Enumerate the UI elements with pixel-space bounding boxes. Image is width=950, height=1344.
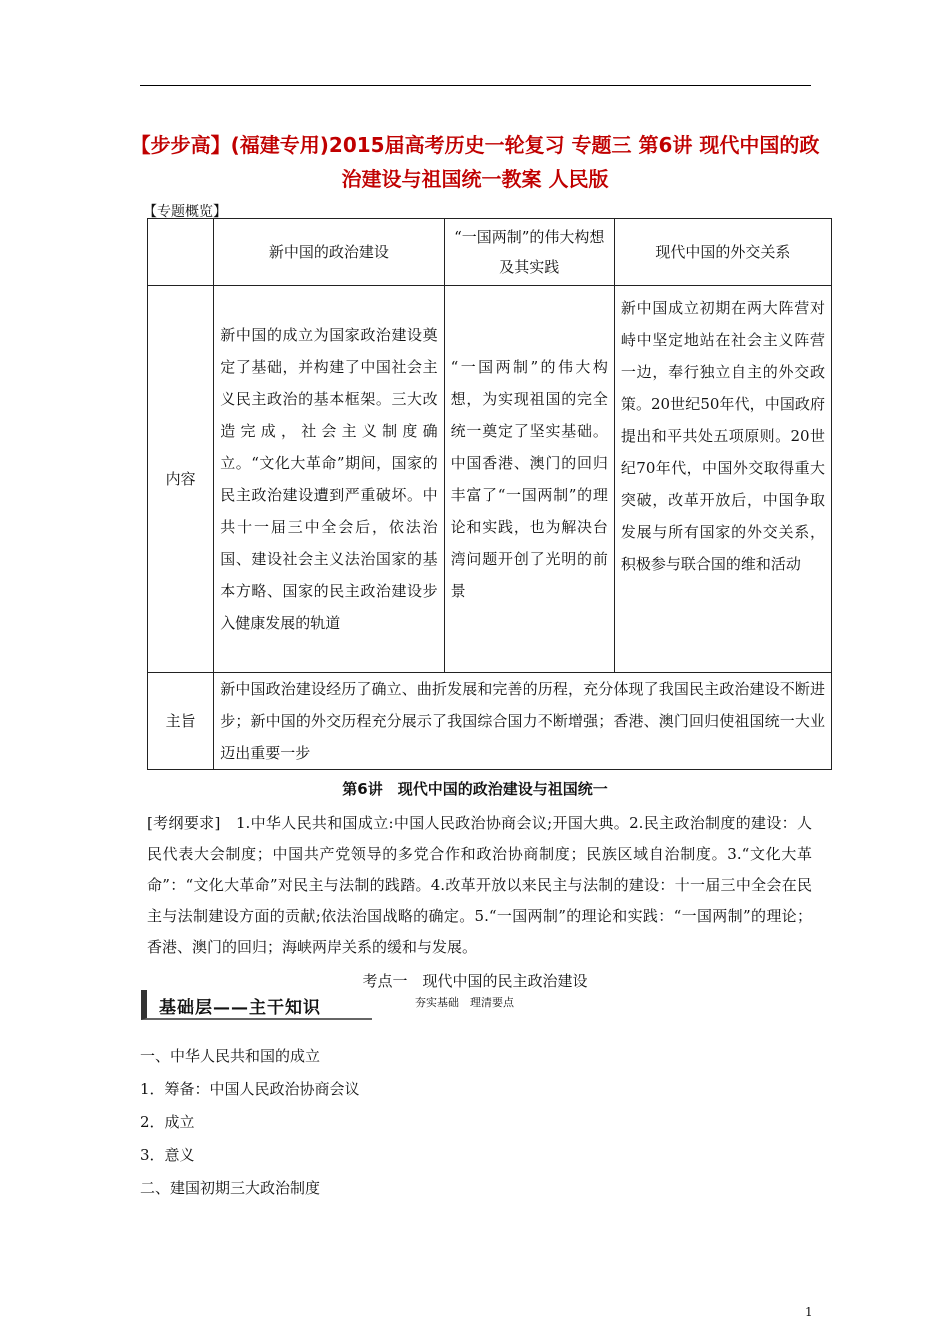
section-banner-title: 基础层——主干知识 xyxy=(159,998,321,1018)
overview-table xyxy=(147,218,832,770)
exam-point-title: 考点一 现代中国的民主政治建设 xyxy=(362,972,588,990)
document-title: 【步步高】(福建专用)2015届高考历史一轮复习 专题三 第6讲 现代中国的政治建设与祖国统一教案 人民版 xyxy=(130,133,820,191)
page-number: 1 xyxy=(805,1305,813,1319)
outline-item: 一、中华人民共和国的成立 xyxy=(140,1047,321,1065)
header-cell-politics: 新中国的政治建设 xyxy=(214,219,444,286)
theme-cell: 新中国政治建设经历了确立、曲折发展和完善的历程，充分体现了我国民主政治建设不断进步；新中国的外交历程充分展示了我国综合国力不断增强；香港、澳门回归使祖国统一大业迈出重要一步 xyxy=(214,673,832,770)
section-banner xyxy=(141,990,372,1020)
outline-item: 二、建国初期三大政治制度 xyxy=(140,1179,321,1197)
header-cell-diplomacy: 现代中国的外交关系 xyxy=(614,219,831,286)
header-rule xyxy=(140,85,811,86)
row-label-theme: 主旨 xyxy=(148,673,214,770)
section-banner-subtitle: 夯实基础 理清要点 xyxy=(415,996,514,1009)
outline-item: 3．意义 xyxy=(140,1146,195,1164)
content-cell-politics: 新中国的成立为国家政治建设奠定了基础，并构建了中国社会主义民主政治的基本框架。三大改造完成，社会主义制度确立。“文化大革命”期间，国家的民主政治建设遭到严重破坏。中共十一届三中全会后，依法治国、建设社会主义法治国家的基本方略、国家的民主政治建设步入健康发展的轨道 xyxy=(214,286,444,673)
overview-label: 【专题概览】 xyxy=(143,204,227,220)
syllabus-requirements: [考纲要求] 1.中华人民共和国成立:中国人民政治协商会议;开国大典。2.民主政治制度的建设：人民代表大会制度；中国共产党领导的多党合作和政治协商制度；民族区域自治制度。3.“文化大革命”：“文化大革命”对民主与法制的践踏。4.改革开放以来民主与法制的建设：十一届三中全会在民主与法制建设方面的贡献;依法治国战略的确定。5.“一国两制”的理论和实践：“一国两制”的理论；香港、澳门的回归；海峡两岸关系的缓和与发展。 xyxy=(147,814,812,956)
content-cell-diplomacy: 新中国成立初期在两大阵营对峙中坚定地站在社会主义阵营一边，奉行独立自主的外交政策。20世纪50年代，中国政府提出和平共处五项原则。20世纪70年代，中国外交取得重大突破，改革开放后，中国争取发展与所有国家的外交关系，积极参与联合国的维和活动 xyxy=(614,286,831,673)
header-cell-one-country: “一国两制”的伟大构想及其实践 xyxy=(444,219,614,286)
table-header-row xyxy=(148,219,832,286)
lecture-title: 第6讲 现代中国的政治建设与祖国统一 xyxy=(342,780,608,798)
header-cell-empty xyxy=(148,219,214,286)
outline-item: 2．成立 xyxy=(140,1113,195,1131)
row-label-content: 内容 xyxy=(148,286,214,673)
table-row-theme xyxy=(148,673,832,770)
outline-item: 1．筹备：中国人民政治协商会议 xyxy=(140,1080,360,1098)
table-row-content xyxy=(148,286,832,673)
content-cell-one-country: “一国两制”的伟大构想，为实现祖国的完全统一奠定了坚实基础。中国香港、澳门的回归丰富了“一国两制”的理论和实践，也为解决台湾问题开创了光明的前景 xyxy=(444,286,614,673)
outline-list xyxy=(140,1040,360,1205)
